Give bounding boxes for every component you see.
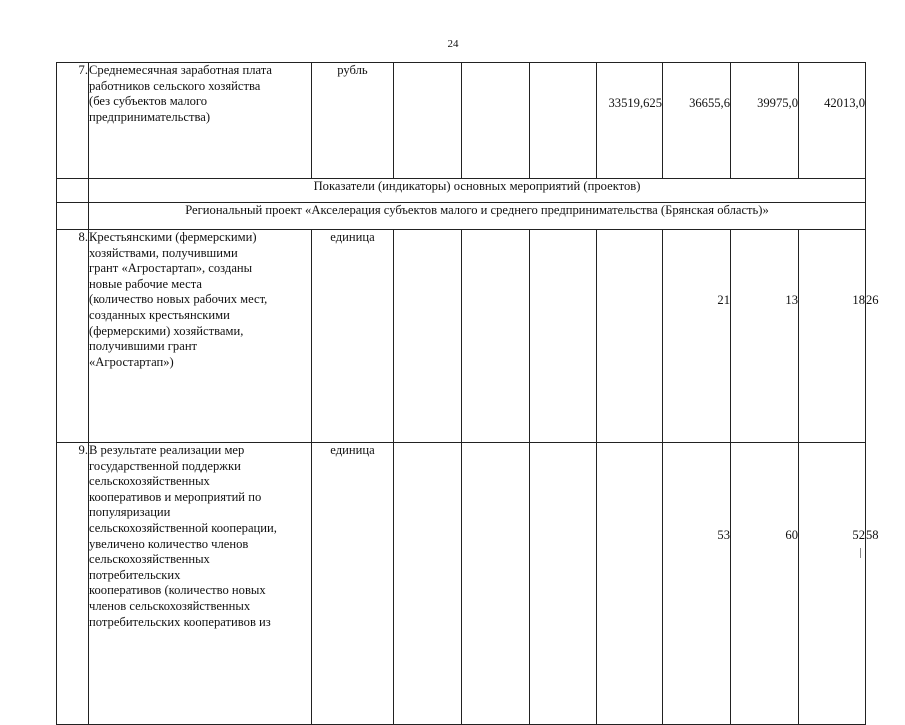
row-number: 8. <box>57 230 89 443</box>
value-cell: 39975,0 <box>731 63 799 179</box>
empty-cell <box>57 179 89 203</box>
row-number: 7. <box>57 63 89 179</box>
value-cell: 18 <box>799 230 866 443</box>
table-row-7 <box>57 63 866 179</box>
value-cell <box>597 443 663 725</box>
value-cell: 60 <box>731 443 799 725</box>
section-row <box>57 203 866 230</box>
table-row-9: 9. В результате реализации мер государственной поддержки сельскохозяйственных кооперативов и мероприятий по популяризации сельскохозяйственной кооперации, увеличено количество членов сельскохозяйственных потребительских кооперативов (количество новых членов сельскохозяйственных потребительских кооперативов из единица 53 60 52 58 <box>57 443 866 725</box>
section-title-indicators: Показатели (индикаторы) основных мероприятий (проектов) <box>89 179 866 203</box>
value-cell: 42013,0 <box>799 63 866 179</box>
section-title-regional-project: Региональный проект «Акселерация субъектов малого и среднего предпринимательства (Брянская область)» <box>89 203 866 230</box>
value-cell: 33519,625 <box>597 63 663 179</box>
value-cell <box>462 63 530 179</box>
value-cell <box>530 230 597 443</box>
page-number: 24 <box>447 38 459 50</box>
value-cell <box>394 230 462 443</box>
value-cell <box>394 443 462 725</box>
row-description: Крестьянскими (фермерскими) хозяйствами, получившими грант «Агростартап», созданы новые рабочие места (количество новых рабочих мест, созданных крестьянскими (фермерскими) хозяйствами, получившими грант «Агростартап») <box>89 230 312 443</box>
empty-cell <box>57 203 89 230</box>
value-cell: 53 <box>663 443 731 725</box>
value-cell: 21 <box>663 230 731 443</box>
value-cell: 36655,6 <box>663 63 731 179</box>
row-description: Среднемесячная заработная плата работников сельского хозяйства (без субъектов малого предпринимательства) <box>89 63 312 179</box>
value-cell: 13 <box>731 230 799 443</box>
section-row <box>57 179 866 203</box>
value-cell <box>462 443 530 725</box>
scan-edge-mark <box>860 548 861 558</box>
table-row-8: 8. Крестьянскими (фермерскими) хозяйствами, получившими грант «Агростартап», созданы новые рабочие места (количество новых рабочих мест, созданных крестьянскими (фермерскими) хозяйствами, получившими грант «Агростартап») единица 21 13 18 26 <box>57 230 866 443</box>
row-unit: единица <box>312 443 394 725</box>
value-cell: 52 <box>799 443 866 725</box>
value-cell <box>530 63 597 179</box>
value-cell <box>597 230 663 443</box>
indicators-table <box>56 62 879 725</box>
value-cell <box>394 63 462 179</box>
value-cell <box>530 443 597 725</box>
row-description: В результате реализации мер государственной поддержки сельскохозяйственных кооперативов и мероприятий по популяризации сельскохозяйственной кооперации, увеличено количество членов сельскохозяйственных потребительских кооперативов (количество новых членов сельскохозяйственных потребительских кооперативов из <box>89 443 312 725</box>
row-unit: единица <box>312 230 394 443</box>
row-number: 9. <box>57 443 89 725</box>
value-cell <box>462 230 530 443</box>
row-unit: рубль <box>312 63 394 179</box>
